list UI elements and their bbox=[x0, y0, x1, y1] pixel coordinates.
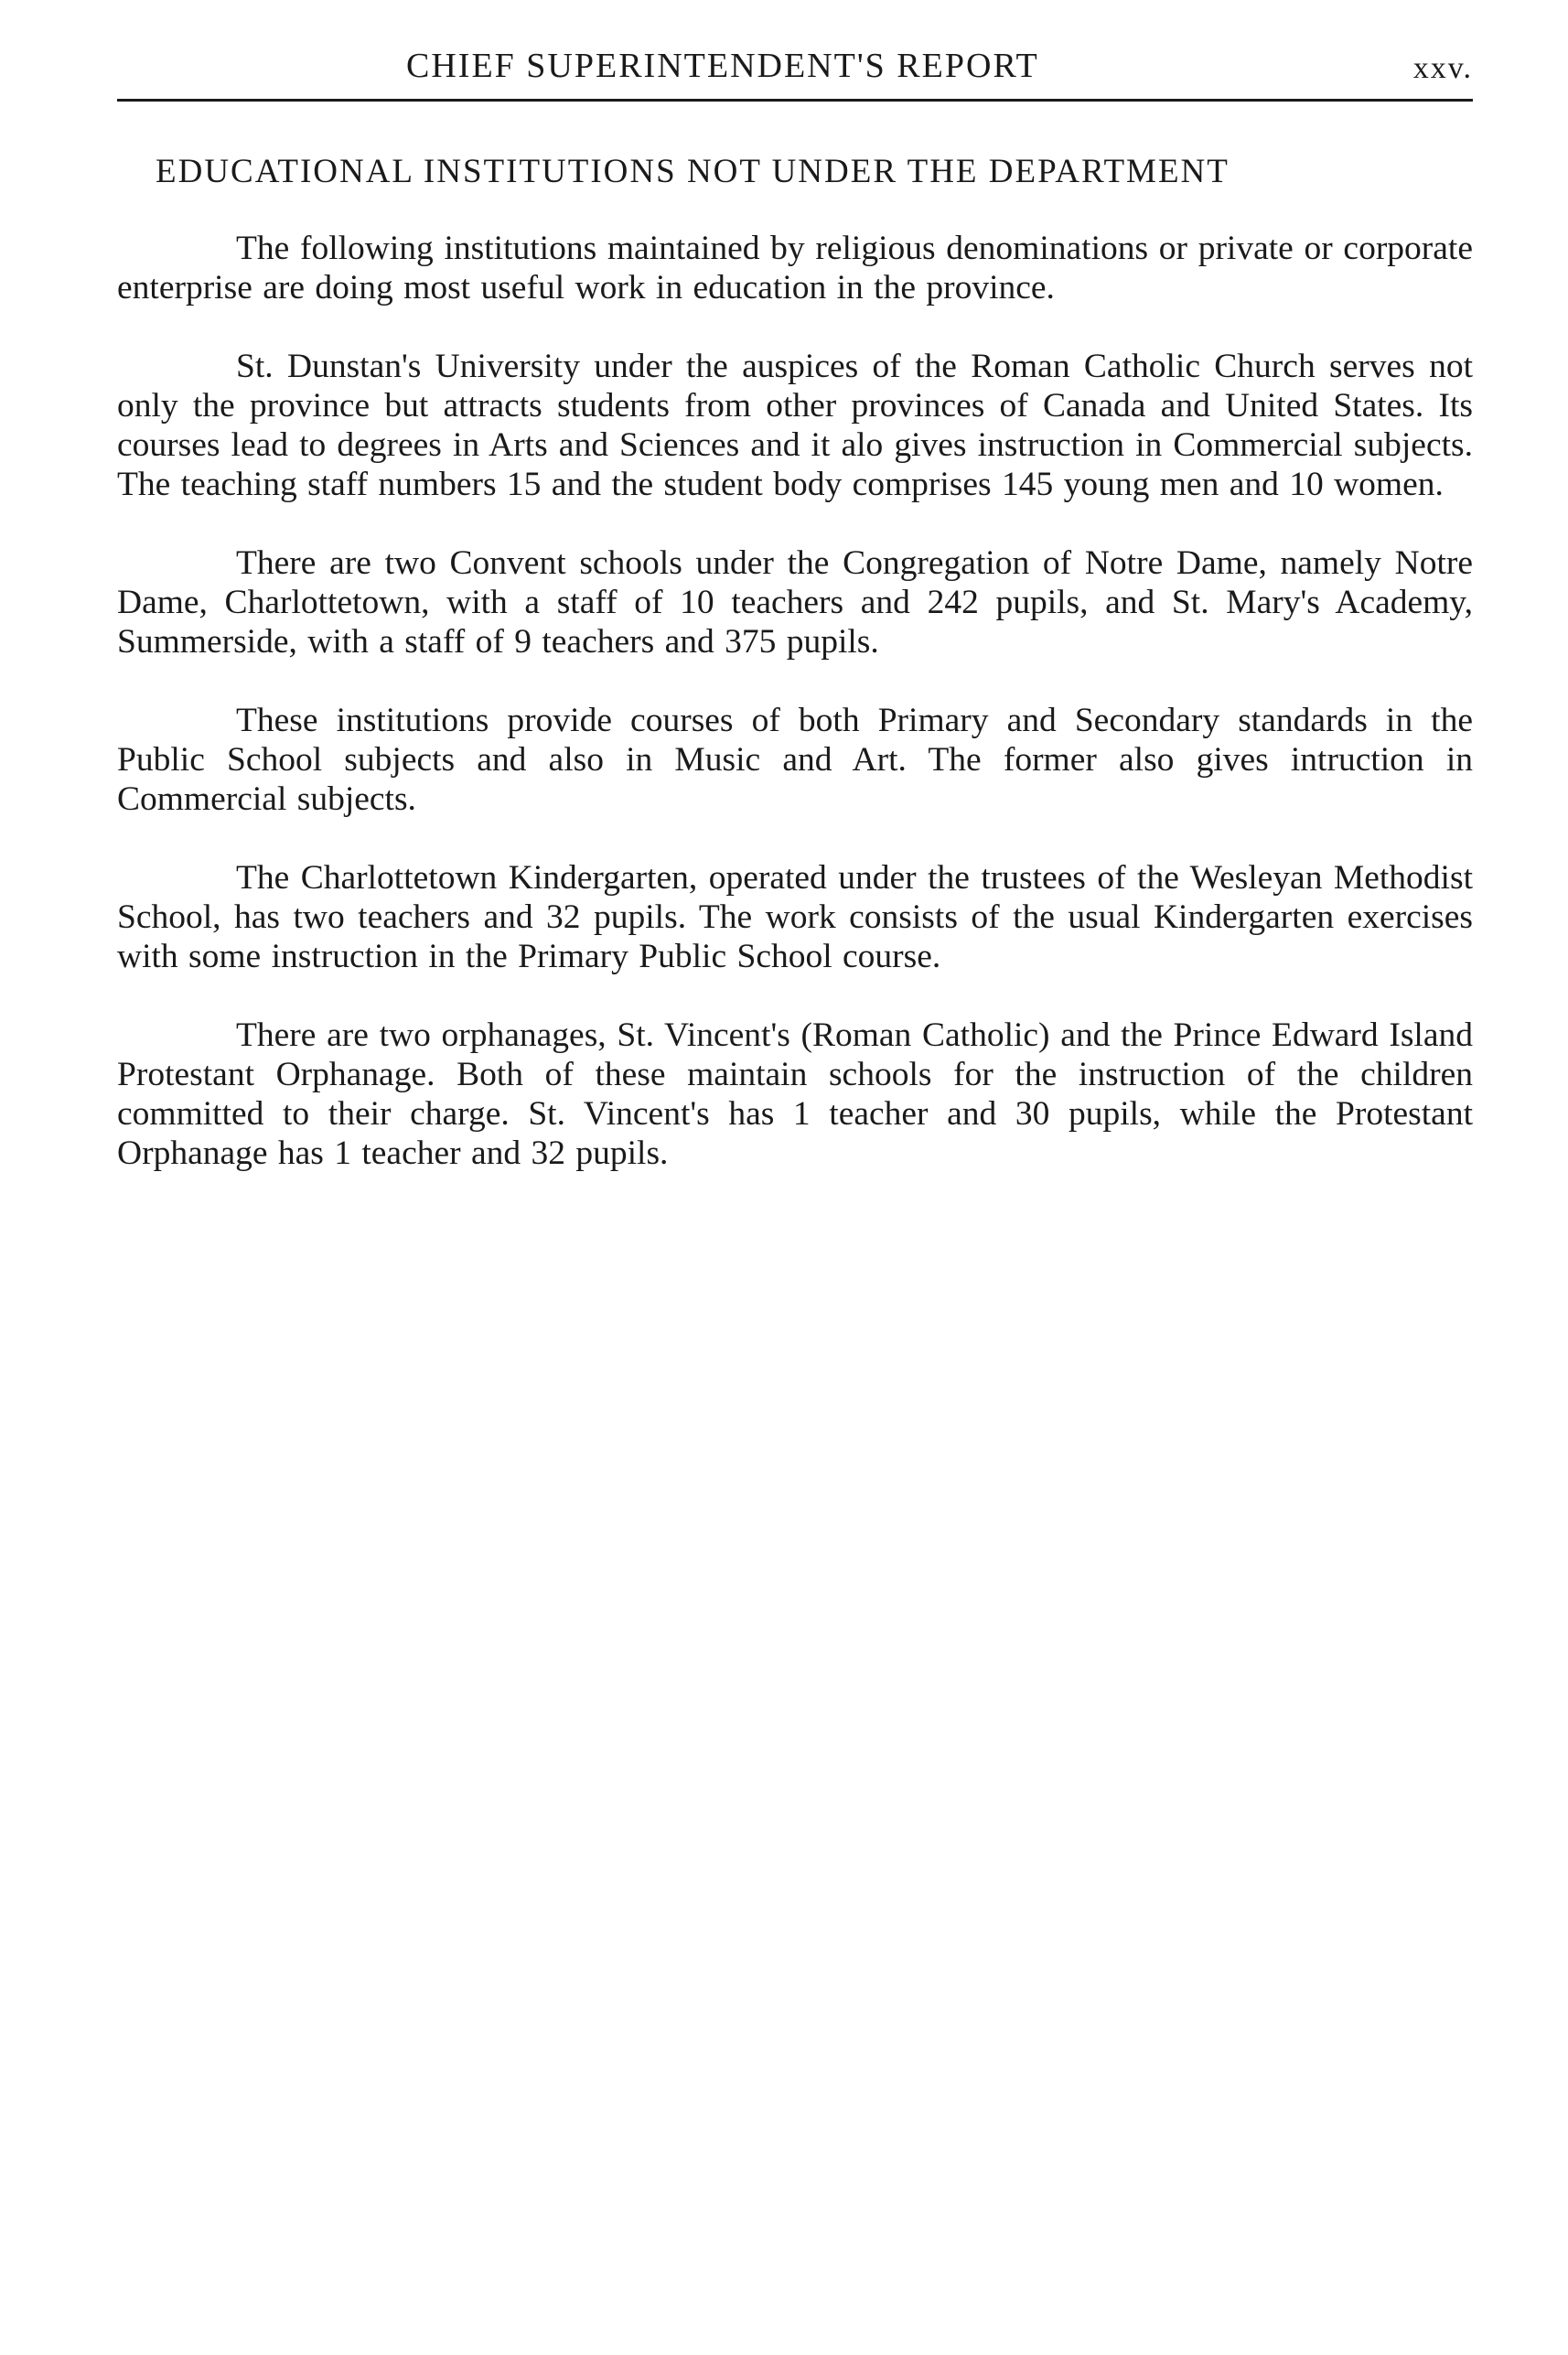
paragraph-orphanages: There are two orphanages, St. Vincent's (Roman Catholic) and the Prince Edward Island Protestant Orphanage. Both of these maintain schools for the instruction of the children committed to their charge. St. Vincent's has 1 teacher and 30 pupils, while the Protestant Orphanage has 1 teacher and 32 pupils. bbox=[117, 1016, 1473, 1172]
paragraph-kindergarten: The Charlottetown Kindergarten, operated under the trustees of the Wesleyan Methodist School, has two teachers and 32 pupils. The work consists of the usual Kindergarten exercises with some instruction in the Primary Public School course. bbox=[117, 859, 1473, 975]
paragraph-institution-courses: These institutions provide courses of both Primary and Secondary standards in the Public School subjects and also in Music and Art. The former also gives intruction in Commercial subjects. bbox=[117, 702, 1473, 818]
paragraph-st-dunstans: St. Dunstan's University under the auspices of the Roman Catholic Church serves not only the province but attracts students from other provinces of Canada and United States. Its courses lead to degrees in Arts and Sciences and it alo gives instruction in Commercial subjects. The teaching staff numbers 15 and the student body comprises 145 young men and 10 women. bbox=[117, 348, 1473, 503]
page-header bbox=[117, 46, 1473, 102]
paragraph-intro: The following institutions maintained by religious denominations or private or corporate enterprise are doing most useful work in education in the province. bbox=[117, 230, 1473, 306]
body-text bbox=[117, 229, 1473, 1212]
section-heading: EDUCATIONAL INSTITUTIONS NOT UNDER THE DEPARTMENT bbox=[156, 153, 1230, 190]
running-title: CHIEF SUPERINTENDENT'S REPORT bbox=[406, 47, 1039, 85]
page-number: xxv. bbox=[1412, 51, 1473, 85]
header-rule bbox=[117, 99, 1473, 102]
paragraph-convent-schools: There are two Convent schools under the Congregation of Notre Dame, namely Notre Dame, Charlottetown, with a staff of 10 teachers and 242 pupils, and St. Mary's Academy, Summerside, with a staff of 9 teachers and 375 pupils. bbox=[117, 544, 1473, 661]
